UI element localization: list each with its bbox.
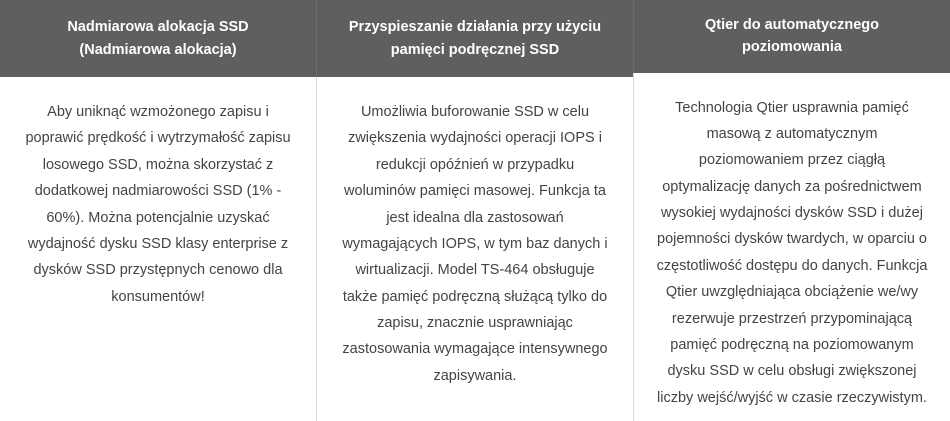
column-header-overprovisioning [0,0,316,77]
column-body-ssd-cache [317,77,633,421]
column-body-ssd-cache-text: Umożliwia buforowanie SSD w celu zwiększenia wydajności operacji IOPS i redukcji opóźnień w przypadku woluminów pamięci masowej. Funkcja ta jest idealna dla zastosowań wymagających IOPS, w tym baz danych i wirtualizacji. Model TS-464 obsługuje także pamięć podręczną służącą tylko do zapisu, znacznie usprawniając zastosowania wymagające intensywnego zapisywania. [342,104,608,384]
column-header-qtier-text: Qtier do automatycznego poziomowania [704,16,880,56]
column-body-qtier-text: Technologia Qtier usprawnia pamięć masową z automatycznym poziomowaniem przez ciągłą optymalizację danych za pośrednictwem wysokiej wydajności dysków SSD i dużej pojemności dysków twardych, w oparciu o częstotliwość dostępu do danych. Funkcja Qtier uwzględniająca obciążenie we/wy rezerwuje przestrzeń przypominającą pamięć podręczną na poziomowanym dysku SSD w celu obsługi zwiększonej liczby wejść/wyjść w czasie rzeczywistym. [656,99,928,406]
feature-column-ssd-cache [316,0,633,421]
column-header-ssd-cache-text: Przyspieszanie działania przy użyciu pamięci podręcznej SSD [348,19,602,58]
feature-column-overprovisioning [0,0,316,421]
column-body-qtier [634,73,950,421]
column-body-overprovisioning [0,77,316,421]
feature-column-qtier [633,0,950,421]
column-header-overprovisioning-text: Nadmiarowa alokacja SSD (Nadmiarowa alokacja) [67,19,249,58]
column-header-ssd-cache [316,0,633,77]
column-body-overprovisioning-text: Aby uniknąć wzmożonego zapisu i poprawić prędkość i wytrzymałość zapisu losowego SSD, można skorzystać z dodatkowej nadmiarowości SSD (1% - 60%). Można potencjalnie uzyskać wydajność dysku SSD klasy enterprise z dysków SSD przystępnych cenowo dla konsumentów! [25,104,291,305]
column-header-qtier [633,0,950,73]
